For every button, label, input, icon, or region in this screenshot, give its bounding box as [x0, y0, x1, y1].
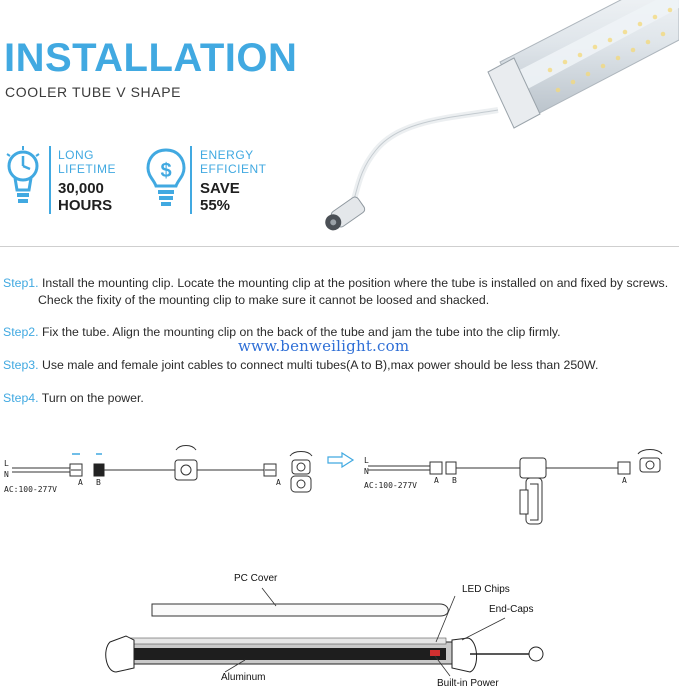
connector-label-a: A [276, 478, 281, 487]
step-text: Turn on the power. [41, 391, 144, 405]
feature-value: 55% [200, 197, 231, 214]
watermark-url: www.benweilight.com [238, 337, 410, 355]
step-text: Install the mounting clip. Locate the mounting clip at the position where the tube is installed on and fixed by screws. [41, 276, 669, 290]
step-number: Step1. [3, 276, 39, 290]
page-subtitle: COOLER TUBE V SHAPE [5, 84, 182, 100]
step-number: Step3. [3, 358, 39, 372]
part-label-led-chips: LED Chips [462, 584, 510, 595]
part-label-pc-cover: PC Cover [234, 573, 278, 584]
step-1-continuation: Check the fixity of the mounting clip to make sure it cannot be loosed and shacked. [38, 293, 490, 307]
connector-label-a: A [622, 476, 627, 485]
tube-parts-diagram [100, 580, 560, 690]
connector-label-a: A [78, 478, 83, 487]
step-3 [3, 357, 598, 374]
part-label-end-caps: End-Caps [489, 604, 534, 615]
voltage-label: AC:100-277V [364, 481, 417, 490]
wire-label-n: N [4, 470, 9, 479]
feature-value: SAVE [200, 180, 240, 197]
section-divider [0, 246, 679, 247]
feature-label: ENERGY [200, 148, 254, 162]
arrow-right-icon [326, 452, 356, 468]
lightbulb-timer-icon [6, 146, 40, 212]
page-title: INSTALLATION [4, 36, 298, 80]
tube-product-image [300, 0, 679, 240]
step-number: Step2. [3, 325, 39, 339]
part-label-built-in-power: Built-in Power [437, 678, 499, 689]
feature-divider [190, 146, 192, 214]
feature-label: LIFETIME [58, 162, 117, 176]
feature-label: EFFICIENT [200, 162, 267, 176]
feature-label: LONG [58, 148, 95, 162]
connector-label-b: B [96, 478, 101, 487]
feature-value: HOURS [58, 197, 113, 214]
step-text: Use male and female joint cables to connect multi tubes(A to B),max power should be less than 250W. [41, 358, 599, 372]
connector-label-a: A [434, 476, 439, 485]
feature-divider [49, 146, 51, 214]
step-text: Fix the tube. Align the mounting clip on the back of the tube and jam the tube into the clip firmly. [41, 325, 561, 339]
part-label-aluminum: Aluminum [221, 672, 266, 683]
svg-text:$: $ [160, 160, 172, 182]
connector-label-b: B [452, 476, 457, 485]
lightbulb-dollar-icon [146, 146, 186, 212]
step-1 [3, 275, 668, 292]
step-number: Step4. [3, 391, 39, 405]
wire-label-l: L [4, 459, 9, 468]
feature-value: 30,000 [58, 180, 104, 197]
wire-label-l: L [364, 456, 369, 465]
step-4 [3, 390, 144, 407]
wire-label-n: N [364, 467, 369, 476]
voltage-label: AC:100-277V [4, 485, 57, 494]
